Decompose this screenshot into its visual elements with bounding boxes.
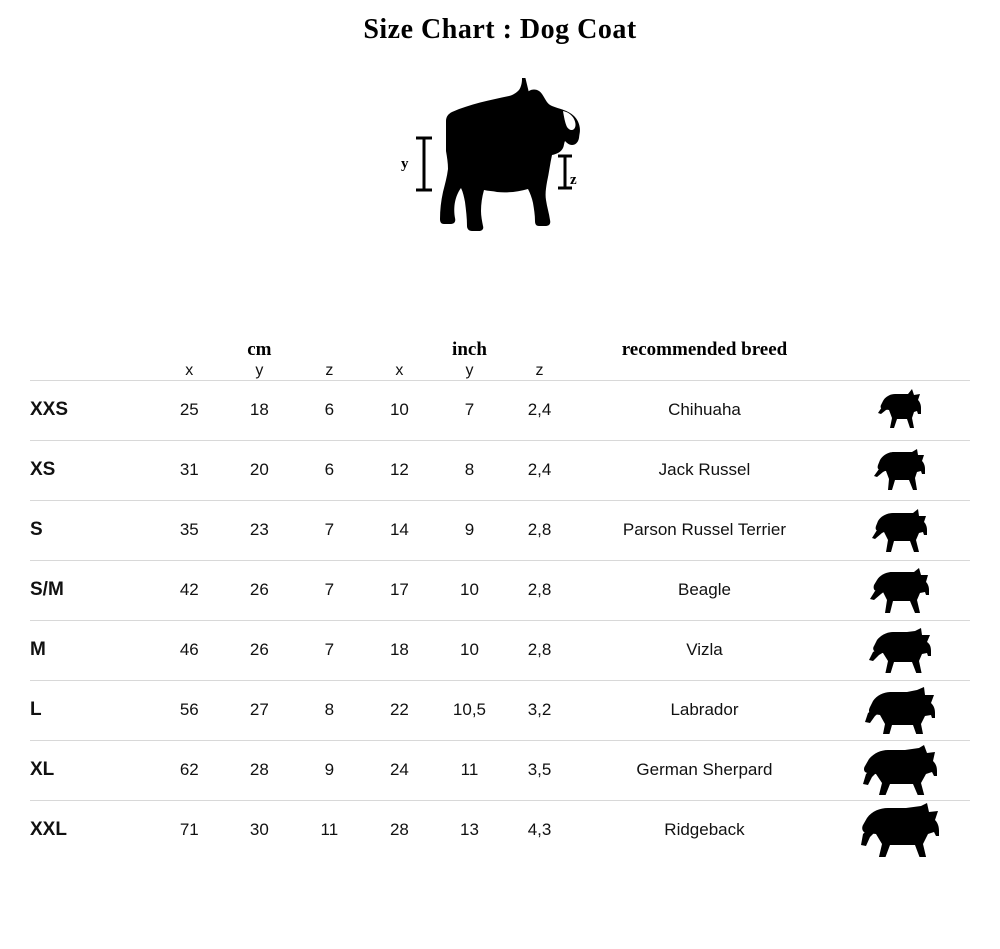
table-row: [30, 500, 970, 560]
cell-inch-z: 2,8: [527, 580, 552, 600]
cell-cm-y: 23: [249, 520, 269, 540]
cell-breed-icon: [834, 380, 970, 440]
cell-inch-y: 13: [460, 820, 479, 840]
cell-cm-z: 8: [324, 700, 335, 720]
cell-cm-z: 6: [324, 460, 335, 480]
sub-header-cm-z: z: [325, 361, 334, 379]
dimension-label-z: z: [570, 172, 577, 188]
cell-size: L: [30, 699, 42, 721]
dog-silhouette-icon: [380, 78, 620, 278]
cell-inch-x: 24: [389, 760, 409, 780]
sub-header-inch-x: x: [395, 361, 404, 379]
cell-inch-x: 28: [389, 820, 409, 840]
sub-header-inch-z: z: [535, 361, 544, 379]
dog-jack-russel-icon: [872, 448, 932, 492]
dog-vizsla-icon: [869, 627, 935, 673]
cell-cm-x: 56: [179, 700, 199, 720]
table-row: [30, 440, 970, 500]
table-body: [30, 380, 970, 860]
dog-labrador-icon: [865, 686, 939, 734]
table-row: [30, 800, 970, 860]
cell-inch-z: 3,2: [527, 700, 552, 720]
table-group-header-row: [30, 338, 970, 362]
cell-cm-y: 26: [249, 640, 269, 660]
size-chart-table: [30, 338, 970, 860]
cell-size: S: [30, 519, 43, 541]
cell-inch-y: 10: [460, 580, 479, 600]
cell-breed: Chihuaha: [668, 400, 741, 420]
cell-size: M: [30, 639, 46, 661]
cell-cm-x: 62: [179, 760, 199, 780]
table-row: [30, 380, 970, 440]
dog-parson-russel-terrier-icon: [871, 508, 933, 552]
sub-header-size-blank: [30, 362, 154, 381]
sub-header-cm-x: x: [185, 361, 194, 379]
dog-beagle-icon: [870, 567, 934, 613]
cell-inch-z: 2,8: [527, 520, 552, 540]
cell-breed-icon: [834, 620, 970, 680]
cell-inch-x: 14: [389, 520, 409, 540]
cell-inch-z: 2,4: [527, 460, 552, 480]
cell-breed-icon: [834, 680, 970, 740]
group-header-inch: inch: [452, 339, 487, 360]
cell-breed-icon: [834, 440, 970, 500]
table-row: [30, 560, 970, 620]
cell-cm-z: 7: [324, 640, 335, 660]
cell-size: XXS: [30, 399, 69, 421]
cell-cm-x: 31: [179, 460, 199, 480]
dimension-label-x: x: [492, 106, 500, 122]
cell-inch-y: 8: [464, 460, 475, 480]
dimension-label-y: y: [401, 156, 409, 172]
group-header-breed: recommended breed: [621, 339, 788, 360]
cell-inch-z: 4,3: [527, 820, 552, 840]
cell-inch-z: 3,5: [527, 760, 552, 780]
sub-header-icon-blank: [834, 362, 970, 381]
table-row: [30, 620, 970, 680]
sub-header-cm-y: y: [255, 361, 264, 379]
cell-cm-z: 7: [324, 580, 335, 600]
cell-inch-x: 18: [389, 640, 409, 660]
cell-breed: Parson Russel Terrier: [622, 520, 787, 540]
cell-inch-x: 12: [389, 460, 409, 480]
cell-inch-y: 9: [464, 520, 475, 540]
group-header-cm: cm: [247, 339, 272, 360]
group-header-size: [30, 338, 154, 362]
cell-inch-z: 2,4: [527, 400, 552, 420]
dog-measurement-diagram: [380, 78, 620, 278]
cell-breed: Ridgeback: [664, 820, 745, 840]
table-header: [30, 338, 970, 380]
cell-cm-z: 11: [320, 820, 339, 840]
sub-header-breed-blank: [575, 362, 835, 381]
cell-inch-y: 10,5: [452, 700, 487, 720]
cell-inch-y: 10: [460, 640, 479, 660]
cell-size: XXL: [30, 819, 67, 841]
cell-breed-icon: [834, 560, 970, 620]
cell-size: S/M: [30, 579, 64, 601]
dog-german-shepherd-icon: [863, 745, 941, 795]
cell-cm-y: 27: [249, 700, 269, 720]
cell-breed-icon: [834, 500, 970, 560]
cell-cm-z: 9: [324, 760, 335, 780]
cell-inch-x: 10: [389, 400, 409, 420]
cell-cm-x: 71: [179, 820, 199, 840]
cell-inch-y: 7: [464, 400, 475, 420]
sub-header-inch-y: y: [465, 361, 474, 379]
cell-breed-icon: [834, 800, 970, 860]
cell-inch-y: 11: [460, 760, 479, 780]
cell-cm-y: 20: [249, 460, 269, 480]
cell-cm-x: 46: [179, 640, 199, 660]
table-sub-header-row: [30, 362, 970, 381]
table-row: [30, 740, 970, 800]
cell-inch-z: 2,8: [527, 640, 552, 660]
cell-cm-y: 30: [249, 820, 269, 840]
cell-cm-y: 26: [249, 580, 269, 600]
table-row: [30, 680, 970, 740]
cell-inch-x: 17: [389, 580, 409, 600]
cell-breed: Jack Russel: [658, 460, 751, 480]
cell-cm-x: 42: [179, 580, 199, 600]
cell-cm-y: 28: [249, 760, 269, 780]
cell-cm-z: 6: [324, 400, 335, 420]
cell-cm-y: 18: [249, 400, 269, 420]
group-header-icon: [834, 338, 970, 362]
cell-breed: German Sherpard: [636, 760, 773, 780]
cell-cm-x: 35: [179, 520, 199, 540]
dog-ridgeback-icon: [861, 803, 943, 857]
cell-inch-x: 22: [389, 700, 409, 720]
page-title: Size Chart : Dog Coat: [363, 14, 637, 45]
cell-breed: Labrador: [670, 700, 739, 720]
cell-breed: Beagle: [678, 580, 731, 600]
cell-breed-icon: [834, 740, 970, 800]
cell-cm-x: 25: [179, 400, 199, 420]
cell-cm-z: 7: [324, 520, 335, 540]
cell-size: XS: [30, 459, 56, 481]
cell-breed: Vizla: [686, 640, 723, 660]
cell-size: XL: [30, 759, 55, 781]
dog-chihuahua-icon: [874, 388, 930, 432]
